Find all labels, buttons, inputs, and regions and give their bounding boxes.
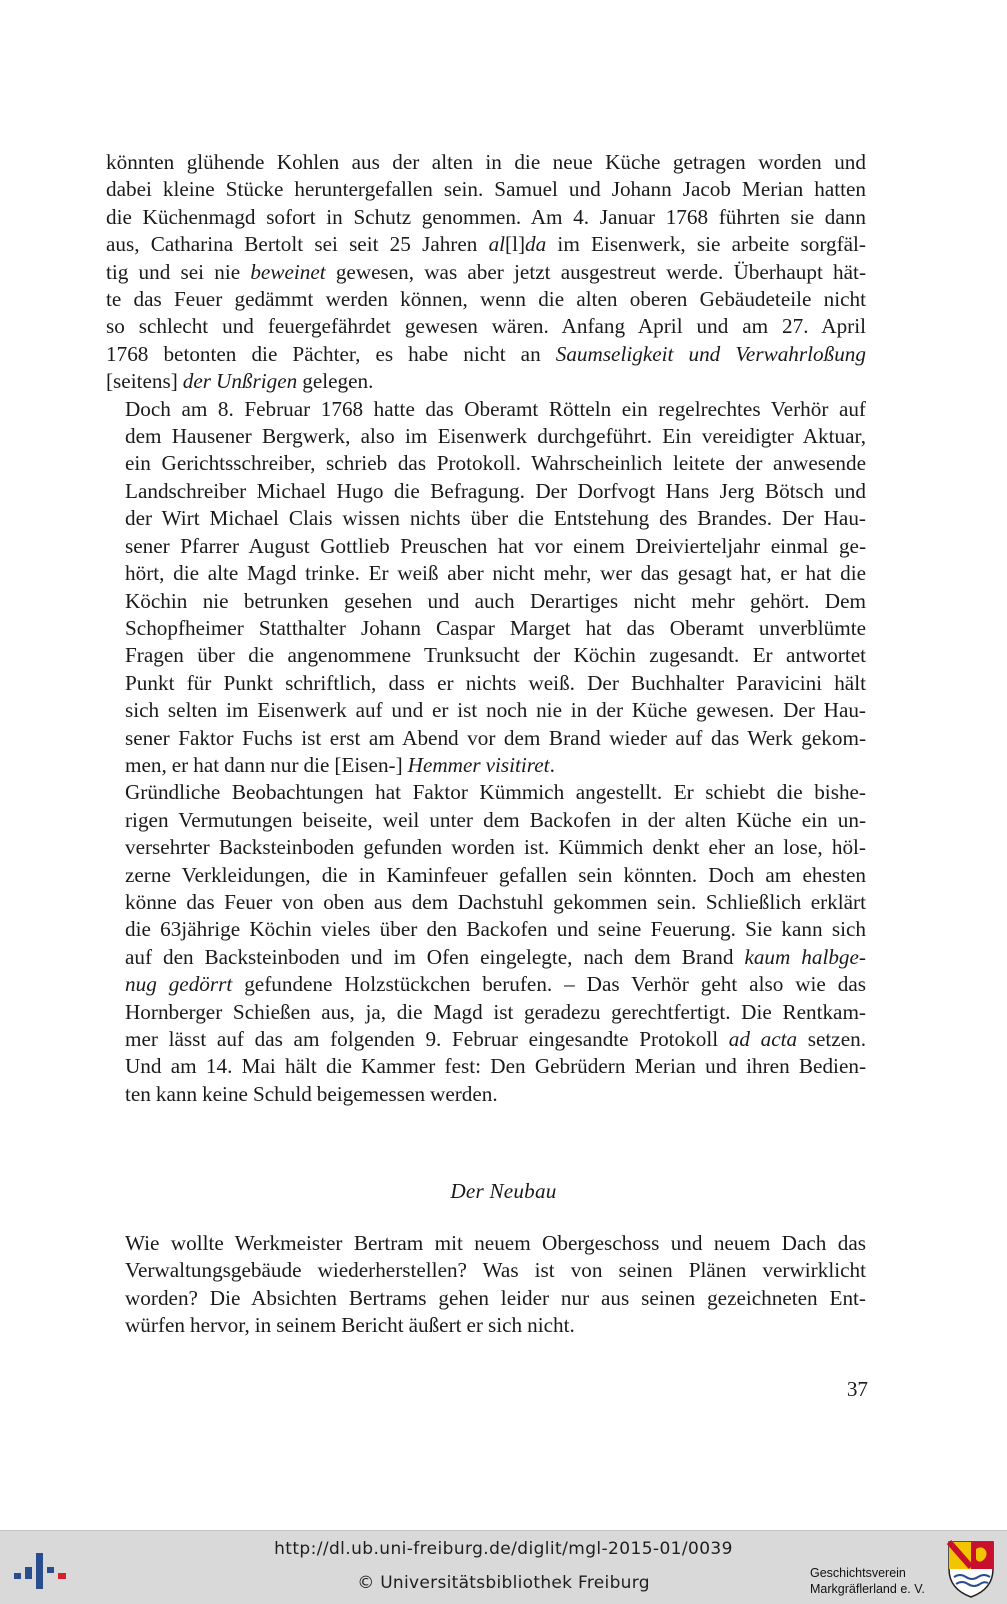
text-line (106, 588, 866, 615)
text-line (106, 313, 866, 340)
text-run: Und am 14. Mai hält die Kammer fest: Den Gebrüdern Merian und ihren Bedien- (125, 1054, 866, 1079)
text-run: Landschreiber Michael Hugo die Befragung. Der Dorfvogt Hans Jerg Bötsch und (125, 478, 866, 503)
footer-organization (810, 1565, 940, 1597)
text-run: ein Gerichtsschreiber, schrieb das Protokoll. Wahrscheinlich leitete der anwesende (125, 451, 866, 476)
text-run: so schlecht und feuergefährdet gewesen wären. Anfang April und am 27. April (106, 314, 866, 339)
text-line (106, 1285, 866, 1312)
text-run: sener Pfarrer August Gottlieb Preuschen hat vor einem Dreivierteljahr einmal ge- (125, 533, 866, 558)
text-run: setzen. (797, 1027, 867, 1051)
italic-text: beweinet (250, 259, 326, 284)
text-run: worden? Die Absichten Bertrams gehen leider nur aus seinen gezeichneten Ent- (125, 1285, 866, 1310)
paragraph-3 (106, 779, 866, 1108)
text-run: die Küchenmagd sofort in Schutz genommen. Am 4. Januar 1768 führten sie dann (106, 204, 866, 229)
text-line (106, 1230, 866, 1257)
text-run: [l] (505, 232, 526, 257)
section-body (106, 1230, 866, 1340)
text-line (106, 533, 866, 560)
text-line (106, 368, 866, 395)
text-line (106, 779, 866, 806)
text-run: tig und sei nie (106, 259, 251, 284)
text-run: der Wirt Michael Clais wissen nichts über die Entstehung des Brandes. Der Hau- (125, 506, 866, 531)
paragraph-4 (106, 1230, 866, 1340)
italic-text: Saumseligkeit und Verwahrloßung (555, 341, 866, 366)
text-run: Punkt für Punkt schriftlich, dass er nichts weiß. Der Buchhalter Paravicini hält (125, 670, 866, 695)
text-line (106, 231, 866, 258)
text-run: gefundene Holzstückchen berufen. – Das Verhör geht also wie das (232, 972, 866, 997)
footer-bar (0, 1530, 1007, 1604)
text-run: gewesen, was aber jetzt ausgestreut werde. Überhaupt hät- (325, 259, 866, 284)
text-run: Hornberger Schießen aus, ja, die Magd ist geradezu gerechtfertigt. Die Rentkam- (125, 999, 866, 1024)
text-line (106, 560, 866, 587)
text-line (106, 642, 866, 669)
text-run: sener Faktor Fuchs ist erst am Abend vor dem Brand wieder auf das Werk gekom- (125, 725, 866, 750)
text-run: rigen Vermutungen beiseite, weil unter dem Backofen in der alten Küche ein un- (125, 807, 866, 832)
italic-text: da (525, 232, 547, 257)
text-run: mer lässt auf das am folgenden 9. Februar eingesandte Protokoll (125, 1027, 729, 1051)
page-number: 37 (846, 1377, 868, 1401)
text-run: Schopfheimer Statthalter Johann Caspar Marget hat das Oberamt unverblümte (125, 615, 866, 640)
text-run: Fragen über die angenommene Trunksucht der Köchin zugesandt. Er antwortet (125, 643, 866, 668)
text-line (106, 341, 866, 368)
text-run: Köchin nie betrunken gesehen und auch Derartiges nicht mehr gehört. Dem (125, 588, 866, 613)
text-line (106, 944, 866, 971)
text-line (106, 834, 866, 861)
text-line (106, 286, 866, 313)
paragraph-2 (106, 396, 866, 780)
text-run: . (549, 752, 555, 777)
text-line (106, 478, 866, 505)
text-line (106, 1081, 866, 1108)
coat-of-arms-icon[interactable] (946, 1539, 996, 1599)
text-line (106, 259, 866, 286)
text-run: könnten glühende Kohlen aus der alten in die neue Küche getragen worden und (106, 150, 866, 174)
footer-url-link[interactable]: http://dl.ub.uni-freiburg.de/diglit/mgl-2015-01/0039 (274, 1539, 733, 1559)
text-line (106, 971, 866, 998)
italic-text: der Unßrigen (182, 369, 298, 394)
text-run: Doch am 8. Februar 1768 hatte das Oberamt Rötteln ein regelrechtes Verhör auf (125, 396, 866, 421)
text-line (106, 505, 866, 532)
text-run: hört, die alte Magd trinke. Er weiß aber nicht mehr, wer das gesagt hat, er hat die (125, 561, 866, 586)
text-line (106, 1026, 866, 1053)
text-line (106, 807, 866, 834)
org-name-line1: Geschichtsverein (810, 1566, 906, 1580)
text-line (106, 725, 866, 752)
text-line (106, 204, 866, 231)
text-line (106, 615, 866, 642)
text-line (106, 396, 866, 423)
text-run: Wie wollte Werkmeister Bertram mit neuem Obergeschoss und neuem Dach das (125, 1231, 866, 1255)
text-run: te das Feuer gedämmt werden können, wenn die alten oberen Gebäudeteile nicht (106, 287, 866, 312)
text-run: zerne Verkleidungen, die in Kaminfeuer gefallen sein könnten. Doch am ehesten (125, 862, 866, 887)
section-heading: Der Neubau (450, 1179, 557, 1203)
text-run: aus, Catharina Bertolt sei seit 25 Jahren (106, 232, 489, 257)
text-line (106, 697, 866, 724)
footer-copyright: © Universitätsbibliothek Freiburg (357, 1573, 650, 1593)
text-run: im Eisenwerk, sie arbeite sorgfäl- (546, 232, 866, 257)
text-run: dem Hausener Bergwerk, also im Eisenwerk durchgeführt. Ein vereidigter Aktuar, (125, 424, 866, 449)
text-run: würfen hervor, in seinem Bericht äußert er sich nicht. (125, 1313, 575, 1338)
body-text (106, 149, 866, 1108)
text-run: men, er hat dann nur die [Eisen-] (125, 752, 408, 777)
text-run: auf den Backsteinboden und im Ofen eingelegte, nach dem Brand (125, 944, 745, 969)
text-line (106, 1257, 866, 1284)
text-run: Gründliche Beobachtungen hat Faktor Kümmich angestellt. Er schiebt die bishe- (125, 780, 866, 805)
text-line (106, 752, 866, 779)
text-run: könne das Feuer von oben aus dem Dachstuhl gekommen sein. Schließlich erklärt (125, 889, 866, 914)
italic-text: Hemmer visitiret (407, 752, 550, 777)
text-run: gelegen. (297, 369, 374, 394)
paragraph-1 (106, 149, 866, 396)
text-line (106, 1312, 866, 1339)
text-line (106, 670, 866, 697)
text-line (106, 450, 866, 477)
text-line (106, 149, 866, 176)
text-run: 1768 betonten die Pächter, es habe nicht an (106, 341, 556, 366)
text-run: [seitens] (106, 369, 183, 394)
text-line (106, 999, 866, 1026)
text-run: die 63jährige Köchin vieles über den Backofen und seine Feuerung. Sie kann sich (125, 917, 866, 942)
text-run: dabei kleine Stücke heruntergefallen sein. Samuel und Johann Jacob Merian hatten (106, 177, 866, 202)
text-line (106, 423, 866, 450)
text-line (106, 1053, 866, 1080)
text-line (106, 916, 866, 943)
text-run: Verwaltungsgebäude wiederherstellen? Was ist von seinen Plänen verwirklicht (125, 1258, 866, 1283)
text-line (106, 889, 866, 916)
org-name-line2: Markgräflerland e. V. (810, 1582, 925, 1596)
text-run: versehrter Backsteinboden gefunden worden ist. Kümmich denkt eher an lose, höl- (125, 835, 866, 860)
italic-text: kaum halbge- (744, 944, 866, 969)
text-run: ten kann keine Schuld beigemessen werden. (125, 1081, 498, 1106)
text-run: sich selten im Eisenwerk auf und er ist noch nie in der Küche gewesen. Der Hau- (125, 698, 866, 723)
italic-text: nug gedörrt (125, 972, 233, 997)
italic-text: al (488, 232, 506, 257)
text-line (106, 176, 866, 203)
text-line (106, 862, 866, 889)
italic-text: ad acta (728, 1027, 798, 1051)
